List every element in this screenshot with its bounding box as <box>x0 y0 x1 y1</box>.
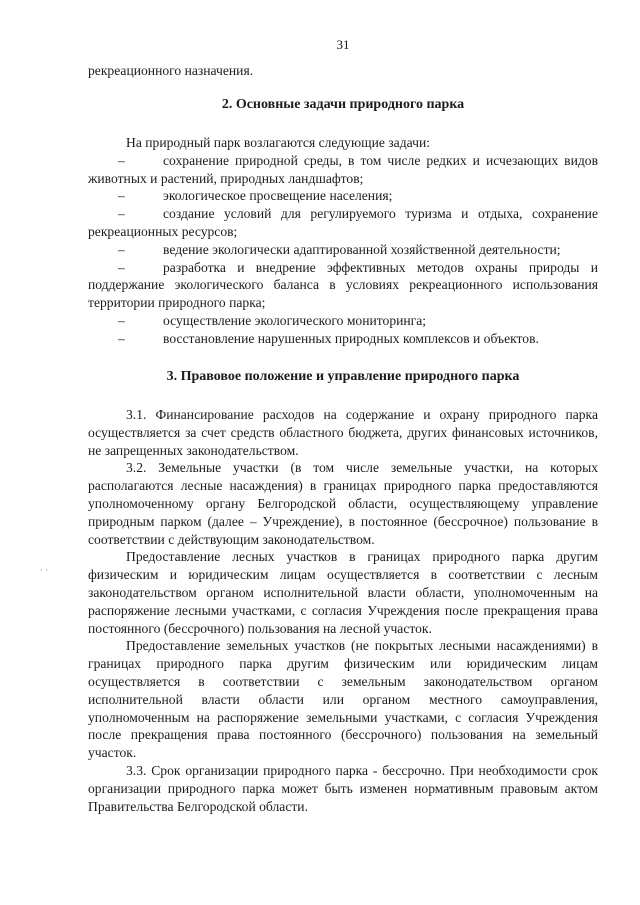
section-3-heading: 3. Правовое положение и управление природного парка <box>166 369 520 384</box>
task-item: – восстановление нарушенных природных комплексов и объектов. <box>118 330 539 346</box>
section-3 <box>88 368 598 386</box>
dash-marker: – <box>118 206 125 222</box>
dash-marker: – <box>118 330 125 346</box>
section-2-heading: 2. Основные задачи природного парка <box>221 97 465 112</box>
section-3-body <box>88 406 598 815</box>
scan-speck-icon: · · <box>40 565 49 575</box>
land-plots-paragraph: Предоставление земельных участков (не покрытых лесными насаждениями) в границах природного парка другим физическим или юридическим лицам осуществляется в соответствии с земельным законодательством органом исполнительной власти области или органом местного самоуправления, уполномоченным на распоряжение земельными участками, с согласия Учреждения после прекращения права постоянного (бессрочного) пользования на земельный участок. <box>88 638 598 761</box>
page-number: 31 <box>336 37 350 52</box>
task-item: – экологическое просвещение населения; <box>118 188 393 204</box>
dash-marker: – <box>118 152 125 168</box>
clause-3-3: 3.3. Срок организации природного парка - бессрочно. При необходимости срок организации природного парка может быть изменен нормативным правовым актом Правительства Белгородской области. <box>88 762 598 814</box>
dash-marker: – <box>118 312 125 328</box>
intro-tail-block <box>88 62 598 80</box>
task-item: – разработка и внедрение эффективных методов охраны природы и поддержание экологического баланса в условиях рекреационного использования территории природного парка; <box>88 259 598 311</box>
task-item: – осуществление экологического мониторинга; <box>118 312 427 328</box>
section-2-lead: На природный парк возлагаются следующие задачи: <box>126 135 431 150</box>
clause-3-2: 3.2. Земельные участки (в том числе земельные участки, на которых располагаются лесные насаждения) в границах природного парка предоставляются уполномоченному органу Белгородской области, осуществляющему управление природным парком (далее – Учреждение), в постоянное (бессрочное) пользование в соответствии с действующим законодательством. <box>88 460 598 547</box>
clause-3-1: 3.1. Финансирование расходов на содержание и охрану природного парка осуществляется за счет средств областного бюджета, других финансовых источников, не запрещенных законодательством. <box>88 407 598 458</box>
dash-marker: – <box>118 259 125 275</box>
section-2 <box>88 96 598 114</box>
dash-marker: – <box>118 241 125 257</box>
task-item: – сохранение природной среды, в том числе редких и исчезающих видов животных и растений, природных ландшафтов; <box>88 152 598 186</box>
section-2-body <box>88 134 598 348</box>
task-item: – ведение экологически адаптированной хозяйственной деятельности; <box>118 241 561 257</box>
forest-plots-paragraph: Предоставление лесных участков в границах природного парка другим физическим и юридическим лицам осуществляется в соответствии с лесным законодательством органом исполнительной власти области, уполномоченным на распоряжение лесными участками, с согласия Учреждения после прекращения права постоянного (бессрочного) пользования на лесной участок. <box>88 549 598 636</box>
intro-tail-text: рекреационного назначения. <box>88 63 254 78</box>
dash-marker: – <box>118 188 125 204</box>
task-item: – создание условий для регулируемого туризма и отдыха, сохранение рекреационных ресурсов; <box>88 206 598 239</box>
